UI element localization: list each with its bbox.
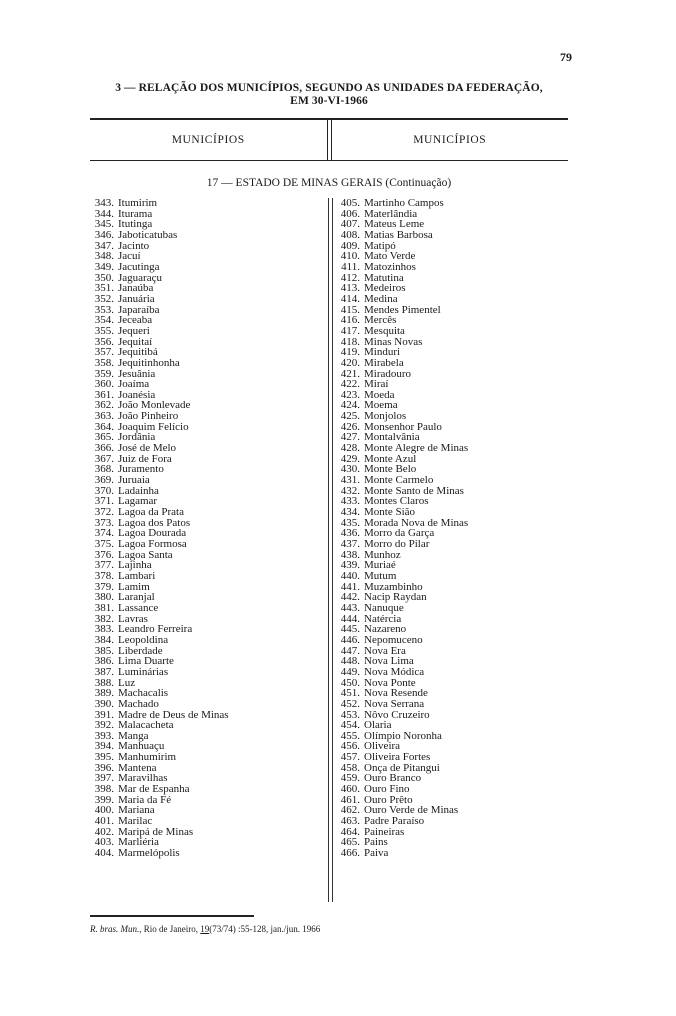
municipality-number: 445. (340, 623, 360, 636)
municipality-number: 355. (94, 324, 114, 337)
municipality-number: 365. (94, 431, 114, 444)
municipality-number: 404. (94, 847, 114, 860)
municipality-name: Lavras (118, 612, 148, 625)
municipality-number: 357. (94, 346, 114, 359)
municipality-name: Morro da Garça (364, 527, 435, 540)
municipality-name: Jequitibá (118, 346, 158, 359)
municipality-number: 375. (94, 538, 114, 550)
footer-citation (90, 924, 320, 934)
municipality-name: Montes Claros (364, 495, 429, 508)
municipality-name: Muzambinho (364, 580, 423, 593)
municipality-number: 348. (94, 250, 114, 263)
municipality-name: Nova Módica (364, 665, 425, 678)
municipality-number: 389. (94, 687, 114, 700)
municipality-name: Jacuí (118, 250, 141, 263)
municipality-number: 385. (94, 644, 114, 657)
municipality-number: 429. (340, 452, 360, 465)
municipality-name: Pains (364, 836, 388, 849)
municipality-number: 367. (94, 452, 114, 465)
municipality-name: Jeceaba (118, 314, 153, 327)
municipality-number: 395. (94, 751, 114, 764)
municipality-number: 411. (341, 260, 360, 273)
list-item (90, 848, 326, 859)
municipality-name: Itumirim (118, 197, 158, 209)
municipality-number: 381. (94, 601, 114, 614)
municipality-name: Morro do Pilar (364, 538, 430, 550)
municipality-name: Japaraíba (118, 303, 160, 316)
municipality-name: Mar de Espanha (118, 783, 190, 796)
municipality-name: Marilac (118, 815, 153, 828)
municipality-number: 412. (340, 271, 360, 284)
municipality-name: Ouro Fino (364, 783, 410, 796)
municipality-number: 442. (340, 591, 360, 604)
municipality-name: Machacalis (118, 687, 169, 700)
municipality-number: 361. (94, 388, 114, 401)
municipality-name: Nazareno (364, 623, 407, 636)
municipality-number: 449. (340, 665, 360, 678)
municipality-name: Janaúba (118, 282, 154, 295)
municipality-name: João Pinheiro (118, 410, 179, 423)
municipality-number: 435. (340, 516, 360, 529)
footer-rest: (73/74) :55-128, jan./jun. 1966 (209, 924, 321, 934)
municipality-name: Paineiras (364, 825, 405, 838)
municipality-number: 396. (94, 761, 114, 774)
municipality-name: Lamim (118, 580, 150, 593)
municipality-number: 438. (340, 548, 360, 561)
municipality-name: Ouro Verde de Minas (364, 804, 459, 817)
municipality-number: 353. (94, 303, 114, 316)
municipality-name: Jequeri (118, 324, 150, 337)
municipality-name: Mirabela (364, 356, 404, 369)
municipality-number: 350. (94, 271, 114, 284)
municipality-name: Liberdade (118, 644, 163, 657)
municipality-number: 343. (94, 197, 114, 209)
municipality-name: Medina (364, 292, 398, 305)
municipality-number: 422. (340, 378, 360, 391)
municipality-name: Lagoa Formosa (118, 538, 187, 550)
municipality-name: Munhoz (364, 548, 401, 561)
municipality-number: 437. (340, 538, 360, 550)
section-title (90, 82, 568, 108)
municipality-number: 372. (94, 506, 114, 519)
municipality-name: Nova Era (364, 644, 406, 657)
municipality-name: Jaboticatubas (118, 228, 178, 241)
municipality-number: 439. (340, 559, 360, 572)
column-divider (328, 198, 333, 902)
municipality-number: 346. (94, 228, 114, 241)
municipality-name: José de Melo (118, 442, 177, 455)
municipality-name: Medeiros (364, 282, 406, 295)
municipality-name: Joaíma (118, 378, 150, 391)
municipality-number: 388. (94, 676, 114, 689)
municipality-number: 351. (94, 282, 114, 295)
municipality-name: Monte Alegre de Minas (364, 442, 469, 455)
municipality-number: 408. (340, 228, 360, 241)
municipality-number: 394. (94, 740, 114, 753)
municipality-number: 409. (340, 239, 360, 252)
municipality-number: 358. (94, 356, 114, 369)
municipality-name: Martinho Campos (364, 197, 444, 209)
municipality-name: Matipó (364, 239, 396, 252)
municipality-name: Monte Carmelo (364, 474, 434, 487)
municipality-number: 352. (94, 292, 114, 305)
municipality-number: 420. (340, 356, 360, 369)
municipality-name: Monjolos (364, 410, 407, 423)
municipality-name: Lagoa dos Patos (118, 516, 191, 529)
municipality-name: Jaguaraçu (118, 271, 162, 284)
municipality-number: 452. (340, 697, 360, 710)
municipality-name: Jordânia (118, 431, 156, 444)
municipality-name: Januária (118, 292, 155, 305)
municipality-number: 463. (340, 815, 360, 828)
municipality-name: Jacinto (118, 239, 150, 252)
municipality-number: 359. (94, 367, 114, 380)
municipality-number: 398. (94, 783, 114, 796)
municipality-number: 414. (340, 292, 360, 305)
municipality-name: Nepomuceno (364, 633, 423, 646)
municipality-number: 384. (94, 633, 114, 646)
section-title-line-1: 3 — RELAÇÃO DOS MUNICÍPIOS, SEGUNDO AS UNIDADES DA FEDERAÇÃO, (115, 82, 543, 94)
municipality-name: Lajinha (118, 559, 152, 572)
municipality-name: Lassance (118, 601, 159, 614)
municipality-number: 400. (94, 804, 114, 817)
footer-journal: R. bras. Mun., (90, 924, 142, 934)
municipality-number: 446. (340, 633, 360, 646)
municipality-name: Leandro Ferreira (118, 623, 193, 636)
municipality-number: 390. (94, 697, 114, 710)
municipality-name: Laranjal (118, 591, 155, 604)
municipality-name: Moeda (364, 388, 395, 401)
list-item (336, 848, 568, 859)
municipality-number: 453. (340, 708, 360, 721)
municipality-name: Manga (118, 729, 149, 742)
municipality-name: Paiva (364, 847, 389, 860)
municipality-number: 460. (340, 783, 360, 796)
municipality-name: Madre de Deus de Minas (118, 708, 229, 721)
municipality-name: Mato Verde (364, 250, 416, 263)
municipality-number: 434. (340, 506, 360, 519)
municipality-name: Lagoa da Prata (118, 506, 184, 519)
municipality-name: Montalvânia (364, 431, 420, 444)
municipality-number: 369. (94, 474, 114, 487)
footer-place: Rio de Janeiro, (141, 924, 201, 934)
municipality-number: 427. (340, 431, 360, 444)
column-header-left: MUNICÍPIOS (171, 134, 245, 146)
municipality-name: Minas Novas (364, 335, 423, 348)
municipality-name: Nova Serrana (364, 697, 425, 710)
municipality-number: 413. (340, 282, 360, 295)
municipality-number: 386. (94, 655, 114, 668)
municipality-number: 430. (340, 463, 360, 476)
municipality-name: Marliéria (118, 836, 159, 849)
municipality-number: 418. (340, 335, 360, 348)
municipality-name: Miradouro (364, 367, 412, 380)
municipality-name: Jacutinga (118, 260, 160, 273)
municipality-name: Mutum (364, 569, 397, 582)
municipality-name: Matozinhos (364, 260, 416, 273)
municipality-number: 465. (340, 836, 360, 849)
municipality-number: 399. (94, 793, 114, 806)
municipality-number: 458. (340, 761, 360, 774)
table-header (90, 118, 568, 161)
municipality-name: Matias Barbosa (364, 228, 433, 241)
municipality-name: Luminárias (118, 665, 169, 678)
municipality-name: Monte Sião (364, 506, 416, 519)
municipality-name: Juruaia (118, 474, 150, 487)
municipality-number: 410. (340, 250, 360, 263)
municipality-number: 455. (340, 729, 360, 742)
municipality-number: 370. (94, 484, 114, 497)
municipality-number: 447. (340, 644, 360, 657)
municipality-number: 461. (340, 793, 360, 806)
municipality-name: Juramento (118, 463, 164, 476)
municipality-name: Luz (118, 676, 136, 689)
municipality-number: 373. (94, 516, 114, 529)
municipality-name: Minduri (364, 346, 401, 359)
municipality-number: 371. (94, 495, 114, 508)
municipality-name: Monte Santo de Minas (364, 484, 464, 497)
municipality-name: Nova Resende (364, 687, 428, 700)
municipality-name: Ladainha (118, 484, 159, 497)
municipality-name: Muriaé (364, 559, 396, 572)
municipality-name: Onça de Pitangui (364, 761, 440, 774)
municipality-number: 368. (94, 463, 114, 476)
municipality-number: 387. (94, 665, 114, 678)
municipality-name: Miraí (364, 378, 389, 391)
municipality-name: Maravilhas (118, 772, 168, 785)
municipality-name: Nova Lima (364, 655, 414, 668)
municipality-number: 366. (94, 442, 114, 455)
municipality-name: Ouro Prêto (364, 793, 413, 806)
footer-volume: 19 (200, 924, 210, 934)
municipality-number: 417. (340, 324, 360, 337)
municipality-number: 382. (94, 612, 114, 625)
municipality-name: Oliveira (364, 740, 401, 753)
municipality-name: Monte Belo (364, 463, 417, 476)
municipality-name: Mantena (118, 761, 157, 774)
municipality-number: 428. (340, 442, 360, 455)
municipality-number: 407. (340, 218, 360, 231)
page-number: 79 (560, 50, 572, 64)
municipality-name: Nanuque (364, 601, 404, 614)
municipality-list-right (336, 198, 568, 859)
municipality-number: 454. (340, 719, 360, 732)
municipality-name: Jesuânia (118, 367, 156, 380)
municipality-name: Oliveira Fortes (364, 751, 431, 764)
municipality-number: 354. (94, 314, 114, 327)
municipality-name: Morada Nova de Minas (364, 516, 469, 529)
municipality-name: Itutinga (118, 218, 153, 231)
municipality-name: Mercês (364, 314, 397, 327)
municipality-number: 466. (340, 847, 360, 860)
municipality-name: Jequitinhonha (118, 356, 180, 369)
municipality-name: Mesquita (364, 324, 405, 337)
municipality-number: 432. (340, 484, 360, 497)
municipality-number: 405. (340, 197, 360, 209)
municipality-number: 448. (340, 655, 360, 668)
municipality-name: Mendes Pimentel (364, 303, 441, 316)
municipality-name: Matutina (364, 271, 404, 284)
municipality-number: 397. (94, 772, 114, 785)
municipality-number: 450. (340, 676, 360, 689)
municipality-name: Monsenhor Paulo (364, 420, 442, 433)
municipality-number: 462. (340, 804, 360, 817)
municipality-name: Moema (364, 399, 398, 412)
municipality-name: João Monlevade (118, 399, 191, 412)
state-heading: 17 — ESTADO DE MINAS GERAIS (Continuação) (206, 177, 452, 189)
municipality-number: 415. (340, 303, 360, 316)
municipality-number: 459. (340, 772, 360, 785)
footer-rule (90, 915, 254, 917)
municipality-number: 356. (94, 335, 114, 348)
municipality-number: 456. (340, 740, 360, 753)
municipality-name: Lagoa Santa (118, 548, 173, 561)
municipality-number: 464. (340, 825, 360, 838)
municipality-number: 443. (340, 601, 360, 614)
municipality-name: Manhumirim (118, 751, 177, 764)
municipality-number: 379. (94, 580, 114, 593)
municipality-number: 440. (340, 569, 360, 582)
municipality-number: 374. (94, 527, 114, 540)
municipality-name: Monte Azul (364, 452, 417, 465)
municipality-number: 451. (340, 687, 360, 700)
municipality-name: Lima Duarte (118, 655, 174, 668)
municipality-name: Marmelópolis (118, 847, 180, 860)
municipality-name: Lagamar (118, 495, 158, 508)
section-title-line-2: EM 30-VI-1966 (290, 95, 368, 107)
municipality-number: 391. (94, 708, 114, 721)
column-header-right: MUNICÍPIOS (413, 134, 487, 146)
municipality-number: 457. (340, 751, 360, 764)
municipality-name: Malacacheta (118, 719, 174, 732)
municipality-name: Padre Paraíso (364, 815, 425, 828)
municipality-number: 349. (94, 260, 114, 273)
municipality-name: Natércia (364, 612, 402, 625)
municipality-number: 345. (94, 218, 114, 231)
municipality-number: 362. (94, 399, 114, 412)
municipality-number: 433. (340, 495, 360, 508)
municipality-name: Nova Ponte (364, 676, 416, 689)
municipality-number: 347. (94, 239, 114, 252)
municipality-name: Ouro Branco (364, 772, 422, 785)
municipality-number: 380. (94, 591, 114, 604)
municipality-number: 360. (94, 378, 114, 391)
municipality-number: 383. (94, 623, 114, 636)
municipality-name: Iturama (118, 207, 153, 220)
municipality-number: 363. (94, 410, 114, 423)
municipality-number: 364. (94, 420, 114, 433)
municipality-name: Olímpio Noronha (364, 729, 442, 742)
municipality-name: Maripá de Minas (118, 825, 194, 838)
municipality-number: 392. (94, 719, 114, 732)
municipality-number: 402. (94, 825, 114, 838)
municipality-name: Manhuaçu (118, 740, 165, 753)
municipality-number: 393. (94, 729, 114, 742)
municipality-number: 403. (94, 836, 114, 849)
municipality-name: Joanésia (118, 388, 156, 401)
municipality-number: 376. (94, 548, 114, 561)
municipality-number: 344. (94, 207, 114, 220)
municipality-name: Maria da Fé (118, 793, 172, 806)
municipality-name: Mateus Leme (364, 218, 425, 231)
municipality-number: 378. (94, 569, 114, 582)
municipality-name: Lambari (118, 569, 156, 582)
municipality-name: Olaria (364, 719, 392, 732)
municipality-number: 401. (94, 815, 114, 828)
municipality-number: 436. (340, 527, 360, 540)
municipality-name: Juiz de Fora (118, 452, 172, 465)
municipality-number: 424. (340, 399, 360, 412)
municipality-name: Joaquim Felício (118, 420, 189, 433)
municipality-number: 441. (340, 580, 360, 593)
municipality-name: Materlândia (364, 207, 418, 220)
municipality-name: Leopoldina (118, 633, 169, 646)
municipality-name: Nacip Raydan (364, 591, 427, 604)
municipality-number: 377. (94, 559, 114, 572)
municipality-number: 425. (340, 410, 360, 423)
municipality-number: 419. (340, 346, 360, 359)
municipality-number: 406. (340, 207, 360, 220)
municipality-number: 423. (340, 388, 360, 401)
municipality-name: Mariana (118, 804, 155, 817)
municipality-number: 416. (340, 314, 360, 327)
municipality-number: 444. (340, 612, 360, 625)
municipality-number: 421. (340, 367, 360, 380)
municipality-name: Jequitaí (118, 335, 153, 348)
municipality-number: 431. (340, 474, 360, 487)
municipality-name: Nôvo Cruzeiro (364, 708, 430, 721)
municipality-list-left (90, 198, 326, 859)
municipality-name: Lagoa Dourada (118, 527, 187, 540)
municipality-number: 426. (340, 420, 360, 433)
municipality-name: Machado (118, 697, 159, 710)
